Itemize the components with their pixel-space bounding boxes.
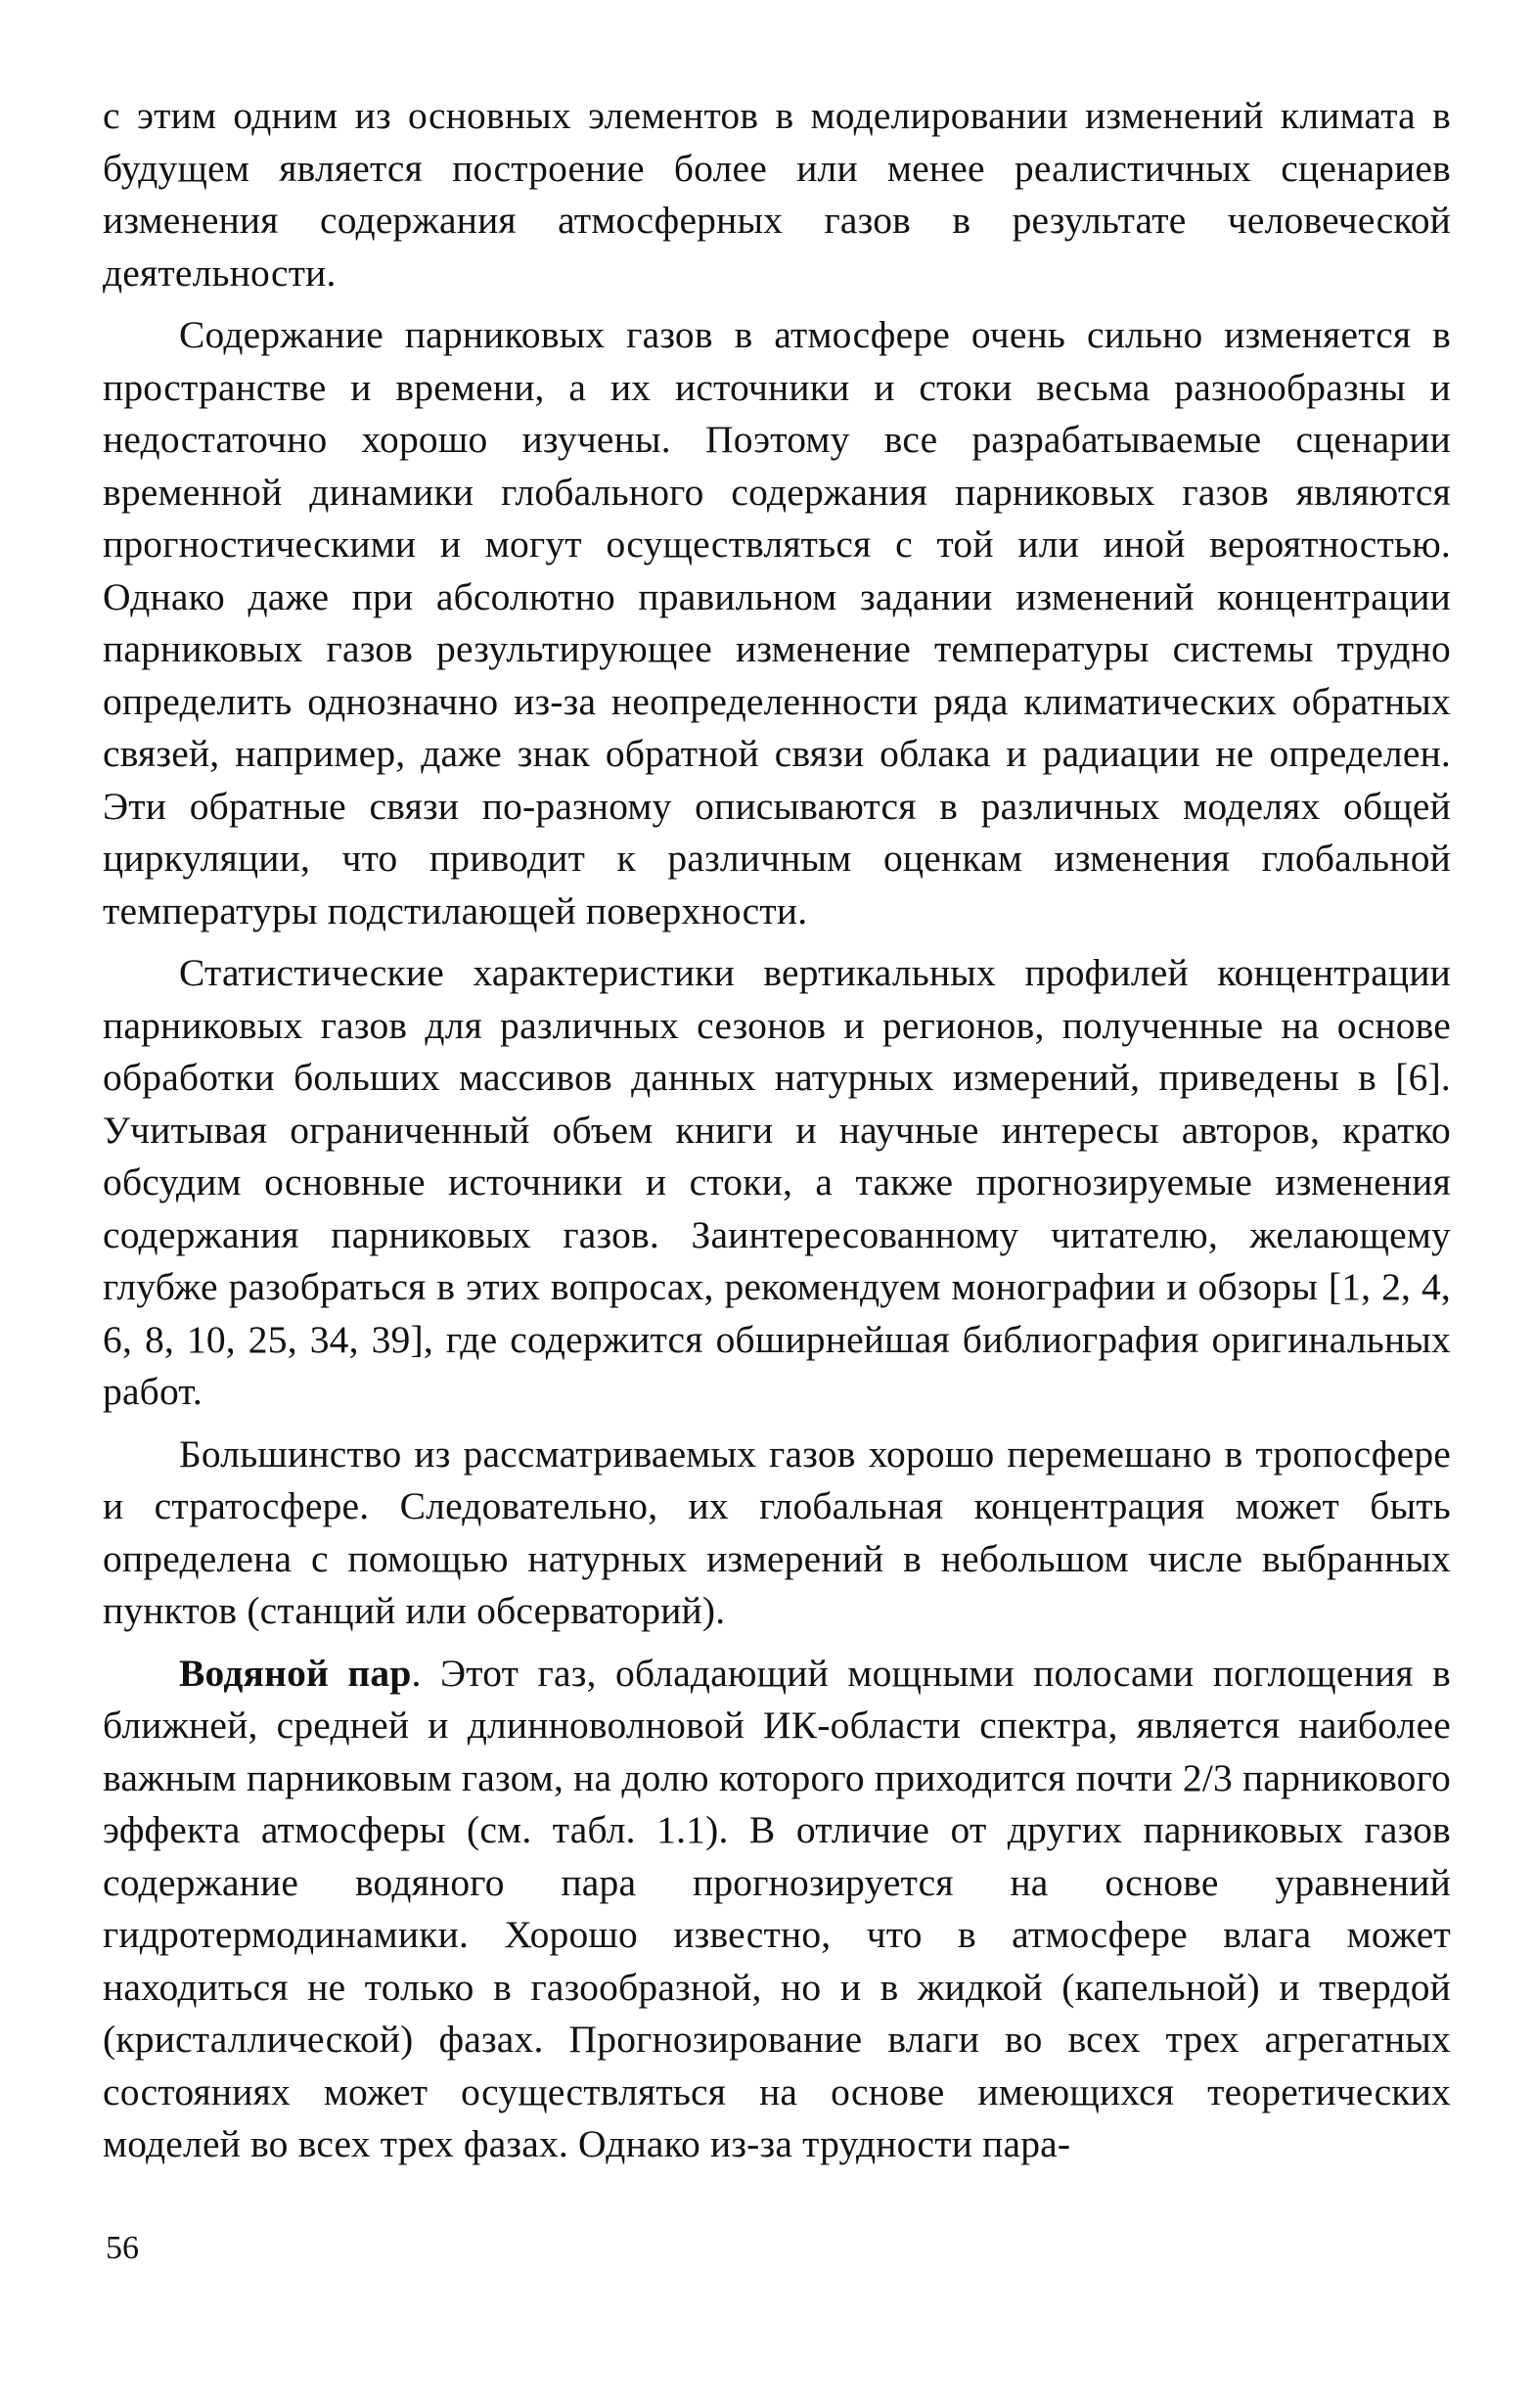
paragraph-water-vapor bbox=[103, 1648, 1451, 2171]
page-body bbox=[103, 90, 1451, 2171]
paragraph-statistical-characteristics: Статистические характеристики вертикальных профилей концентрации парниковых газов для различных сезонов и регионов, полученные на основе обработки больших массивов данных натурных измерений, приведены в [6]. Учитывая ограниченный объем книги и научные интересы авторов, кратко обсудим основные источники и стоки, а также прогнозируемые изменения содержания парниковых газов. Заинтересованному читателю, желающему глубже разобраться в этих вопросах, рекомендуем монографии и обзоры [1, 2, 4, 6, 8, 10, 25, 34, 39], где содержится обширнейшая библиография оригинальных работ. bbox=[103, 951, 1451, 1413]
paragraph-continuation: с этим одним из основных элементов в моделировании изменений климата в будущем является построение более или менее реалистичных сценариев изменения содержания атмосферных газов в результате человеческой деятельности. bbox=[103, 94, 1451, 295]
section-run-in-heading: Водяной пар bbox=[179, 1651, 412, 1695]
page-number: 56 bbox=[106, 2230, 139, 2266]
paragraph-mixing: Большинство из рассматриваемых газов хорошо перемешано в тропосфере и стратосфере. Следовательно, их глобальная концентрация может быть определена с помощью натурных измерений в небольшом числе выбранных пунктов (станций или обсерваторий). bbox=[103, 1431, 1451, 1632]
paragraph-greenhouse-content: Содержание парниковых газов в атмосфере очень сильно изменяется в пространстве и времени, а их источники и стоки весьма разнообразны и недостаточно хорошо изучены. Поэтому все разрабатываемые сценарии временной динамики глобального содержания парниковых газов являются прогностическими и могут осуществляться с той или иной вероятностью. Однако даже при абсолютно правильном задании изменений концентрации парниковых газов результирующее изменение температуры системы трудно определить однозначно из-за неопределенности ряда климатических обратных связей, например, даже знак обратной связи облака и радиации не определен. Эти обратные связи по-разному описываются в различных моделях общей циркуляции, что приводит к различным оценкам изменения глобальной температуры подстилающей поверхности. bbox=[103, 313, 1451, 932]
paragraph-water-vapor-text: . Этот газ, обладающий мощными полосами поглощения в ближней, средней и длинноволновой ИК-области спектра, является наиболее важным парниковым газом, на долю которого приходится почти 2/3 парникового эффекта атмосферы (см. табл. 1.1). В отличие от других парниковых газов содержание водяного пара прогнозируется на основе уравнений гидротермодинамики. Хорошо известно, что в атмосфере влага может находиться не только в газообразной, но и в жидкой (капельной) и твердой (кристаллической) фазах. Прогнозирование влаги во всех трех агрегатных состояниях может осуществляться на основе имеющихся теоретических моделей во всех трех фазах. Однако из-за трудности пара- bbox=[103, 1651, 1451, 2165]
